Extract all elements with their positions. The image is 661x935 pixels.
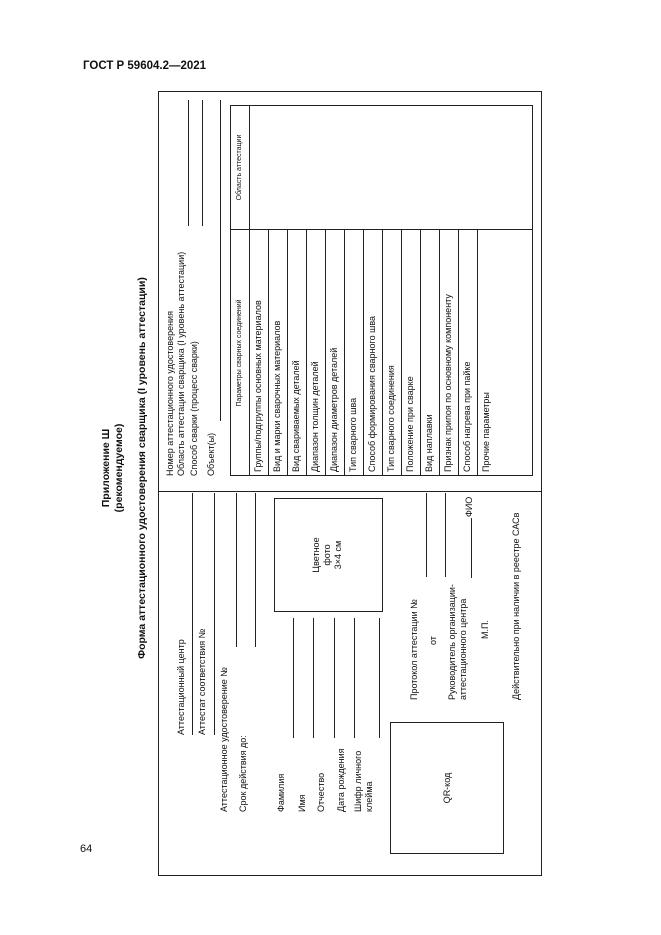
table-row-label: Способ нагрева при пайке [462,361,472,472]
valid-until-label: Срок действия до: [238,735,248,812]
right-line-3-underline [202,100,203,226]
table-header-params: Параметры сварных соединений [236,299,243,407]
signature-line [471,518,472,578]
table-row-label: Прочие параметры [481,392,491,472]
table-row-label: Вид наплавки [424,414,434,472]
birthdate-line [354,618,355,738]
table-row-divider [420,230,421,476]
head-label-1: Руководитель организации- [447,584,457,700]
valid-note: Действительно при наличии в реестре САСв [511,512,521,700]
rotated-form [96,60,543,876]
center-label: Аттестационный центр [176,639,186,735]
field-stamp-code-2: клейма [364,781,374,812]
id-number-label: Аттестационное удостоверение № [219,667,229,812]
stamp-label: М.П. [480,620,490,639]
photo-text-2: фото [322,544,332,566]
right-line-4: Объект(ы) [206,432,216,476]
from-line [445,493,446,577]
table-row-label: Тип сварного соединения [386,365,396,472]
appendix-subtitle: (рекомендуемое) [113,423,125,513]
certificate-label: Аттестат соответствия № [197,628,207,735]
page-number: 64 [80,843,93,855]
table-row-label: Вид и марки сварочных материалов [272,320,282,472]
table-row-divider [344,230,345,476]
table-row-label: Признак припоя по основному компоненту [443,294,453,472]
id-number-line [236,493,237,647]
table-header-scope: Область аттестации [236,134,243,201]
surname-line [293,618,294,738]
table-row-label: Группы/подгруппы основных материалов [253,300,263,472]
right-line-4-underline [220,100,221,421]
table-row-divider [401,230,402,476]
name-line [313,618,314,738]
head-label-2: аттестационного центра [458,598,468,700]
patronymic-line [334,618,335,738]
valid-until-line [255,493,256,647]
table-row-divider [458,230,459,476]
photo-text-1: Цветное [311,537,321,573]
table-row-label: Диапазон диаметров деталей [329,347,339,472]
right-line-1: Номер аттестационного удостоверения [165,311,175,476]
table-row-label: Способ формирования сварного шва [367,315,377,472]
table-row-divider [382,230,383,476]
table-row-divider [287,230,288,476]
table-row-label: Положение при сварке [405,376,415,472]
table-row-label: Вид свариваемых деталей [291,360,301,472]
field-birthdate: Дата рождения [336,748,346,812]
field-patronymic: Отчество [316,772,326,812]
table-row-divider [268,230,269,476]
field-name: Имя [297,794,307,812]
table-row-label: Тип сварного шва [348,397,358,472]
right-line-3: Способ сварки (процесс сварки) [189,341,199,476]
certificate-line [214,493,215,735]
from-label: от [428,636,438,645]
center-line [192,493,193,735]
qr-label: QR-код [442,772,452,804]
photo-text-3: 3×4 см [333,540,343,570]
fio-label: ФИО [464,496,474,517]
table-row-divider [306,230,307,476]
table-row-divider [477,230,478,476]
appendix-title: Приложение Ш [100,428,112,508]
table-row-label: Диапазон толщин деталей [310,361,320,472]
right-line-2-underline [188,100,189,226]
field-surname: Фамилия [276,773,286,812]
table-row-divider [439,230,440,476]
protocol-label: Протокол аттестации № [409,599,419,700]
center-divider [158,491,542,492]
field-stamp-code-1: Шифр личного [353,750,363,812]
table-header-divider [249,105,250,476]
document-header: ГОСТ Р 59604.2—2021 [83,60,207,72]
form-title: Форма аттестационного удостоверения сварщика (I уровень аттестации) [136,277,148,659]
right-line-2: Область аттестации сварщика (I уровень аттестации) [176,251,186,476]
table-row-divider [325,230,326,476]
protocol-line [426,493,427,577]
table-row-divider [363,230,364,476]
stamp-code-line [379,618,380,738]
